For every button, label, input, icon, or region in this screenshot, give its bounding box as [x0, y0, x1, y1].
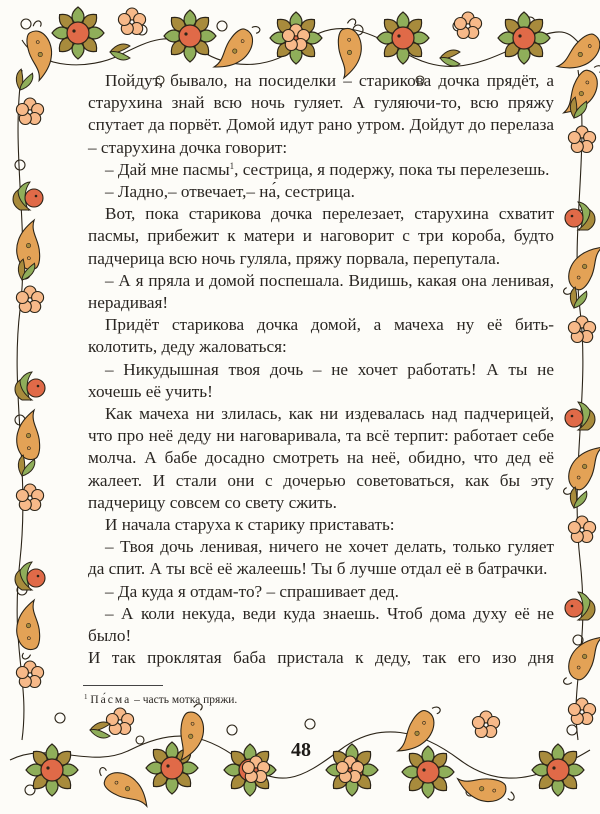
paragraph: – А коли некуда, веди куда знаешь. Чтоб дома духу её не было! — [88, 603, 554, 646]
footnote-term: Па́сма — [90, 694, 132, 706]
paragraph: И так проклятая баба пристала к деду, так его изо дня — [88, 648, 554, 668]
paragraph: Как мачеха ни злилась, как ни издевалась над падчерицей, что про неё деду ни наговаривала, та всё терпит: работает себе молча. А бабе досадно смотреть на неё, обидно, что дед её жалеет. И стали они с дочерью советоваться, как бы эту падчерицу совсем со свету сжить. — [88, 404, 554, 512]
paragraph: – Ладно,– отвечает,– на́, сестрица. — [105, 182, 355, 202]
page-number: 48 — [291, 739, 311, 761]
footnote — [84, 690, 237, 707]
paragraph: – Никудышная твоя дочь – не хочет работать! А ты не хочешь её учить! — [88, 359, 554, 401]
paragraph: – Твоя дочь ленивая, ничего не хочет делать, только гуляет да спит. А ты всё её жалеешь! Ты б лучше отдал её в батрачки. — [88, 537, 554, 579]
paragraph: – Да куда я отдам-то? – спрашивает дед. — [105, 581, 399, 601]
paragraph: – А я пряла и домой поспешала. Видишь, какая она ленивая, нерадивая! — [88, 270, 554, 313]
footnote-divider — [83, 685, 163, 686]
paragraph: Пойдут, бывало, на посиделки – старикова дочка прядёт, а старухина знай всю ночь гуляет. А гуляючи-то, всю пряжу спутает да порвёт. Домой идут рано утром. Дойдут до перелаза – старухина дочка говорит: — [88, 71, 554, 157]
footnote-definition: – часть мотка пряжи. — [131, 694, 238, 706]
story-text — [88, 70, 554, 669]
paragraph: Вот, пока старикова дочка перелезает, старухина схватит пасмы, прибежит к матери и наговорит с три короба, будто падчерица всю ночь гуляла, пряжу порвала, перепутала. — [88, 204, 554, 268]
paragraph: – Дай мне пасмы$^1$, сестрица, я подержу, пока ты перелезешь. — [105, 159, 550, 179]
footnote-ref: 1 — [229, 160, 235, 171]
paragraph: И начала старуха к старику приставать: — [105, 515, 395, 535]
footnote-marker: 1 — [84, 693, 88, 701]
paragraph: Придёт старикова дочка домой, а мачеха ну её бить-колотить, деду жаловаться: — [88, 315, 554, 357]
